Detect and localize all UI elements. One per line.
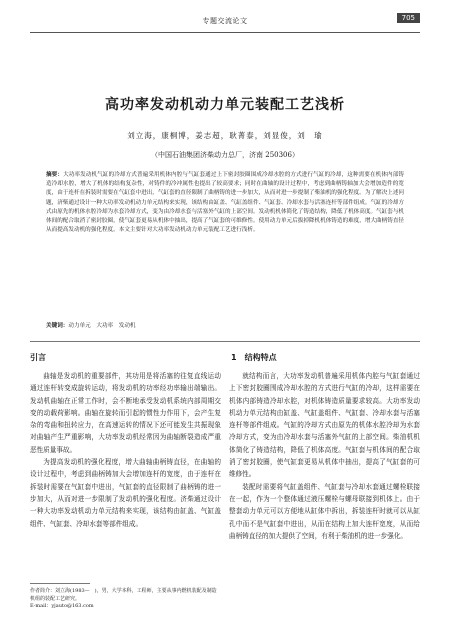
footnote-rule xyxy=(30,583,90,584)
intro-heading: 引言 xyxy=(30,353,46,362)
keywords xyxy=(46,321,404,329)
affiliation: （中国石油集团济柴动力总厂，济南 250306） xyxy=(151,151,299,159)
column-name: 专题交流论文 xyxy=(202,17,248,25)
abstract-text: 大功率发动机气缸的冷却方式普遍采用机体内腔与气缸套通过上下密封胶圈围成冷却水腔的方式进行气缸的冷却，这种需要在机体内部铸造冷却水腔，增大了机体的结构复杂性，对铸件的冷冲属性也提出了较高要求；同时在曲轴的设计过程中，考虑到曲柄铸轴加大会增加造件的宽度，由于连杆在拆装时需要在气缸套中进出，气缸套的直径限制了曲柄铸的进一步加大，从而对进一步提制了柴油机的强化程度。为了解决上述问题，济柴通过设计一种大功率发动机动力单元结构来实现，该结构由缸盖、气缸盖组件、气缸套、冷却水套与活塞连杆等部件组成。气缸的冷却方式由原先的机体水腔冷却为水套冷却方式，变为由冷却水套与活塞外气缸的上部空间。发动机机体简化了铸造结构，降低了机体高度。气缸套与机体间的配合取消了密封胶圈，使气缸套更易从机体中抽出，提高了气缸套的可维修性。使用动力单元后拔掉降机机体铸造的难度，增大曲柄铸直径从而提高发动机的强化程度。本文主要针对大功率发动机动力单元装配工艺进行浅析。 xyxy=(46,172,405,234)
structure-paragraph: 装配时需要将气缸盖组件、气缸套与冷却水套通过螺栓联接在一起，作为一个整体通过液压螺栓与螺母联接到机体上。由于整套动力单元可以方便地从缸体中拆出，拆装连杆时就可以从缸孔中而不是气缸套中进出，从而在结构上加大连杆宽度，从而给曲柄铸直径的加大提供了空间，有利于柴油机的进一步强化。 xyxy=(229,482,420,540)
author-footnote xyxy=(30,588,221,611)
intro-paragraph: 为提高发动机的强化程度，增大曲轴曲柄铸直径，在曲轴的设计过程中，考虑到曲柄铸加大会增加连杆的宽度，由于连杆在拆装时需要在气缸套中进出，气缸套的直径限制了曲柄铸的进一步加大，从而对进一步限制了发动机的强化程度。济柴通过设计一种大功率发动机动力单元结构来实现，该结构由缸盖、气缸盖组件、气缸套、冷却水套等部件组成。 xyxy=(30,458,221,528)
footnote-email: E-mail：yjauto@163.com xyxy=(30,603,94,609)
running-header xyxy=(30,10,420,33)
keywords-text: 动力单元 大功率 发动机 xyxy=(68,323,136,329)
section-divider xyxy=(30,341,420,342)
paper-title: 高功率发动机动力单元装配工艺浅析 xyxy=(105,97,345,113)
abstract xyxy=(46,171,404,235)
right-column-body xyxy=(229,370,420,542)
structure-paragraph: 就结构而言，大功率发动机普遍采用机体内腔与气缸套通过上下密封胶圈围成冷却水腔的方式进行气缸的冷却，这样需要在机体内部铸造冷却水腔，对机体铸造质量要求较高。大功率发动机动力单元结构由缸盖、气缸盖组件、气缸套、冷却水套与活塞连杆等部件组成。气缸的冷却方式由原先的机体水腔冷却为水套冷却方式，变为由冷却水套与活塞外气缸的上部空间。柴油机机体简化了铸造结构，降低了机体高度。气缸套与机体间的配合取消了密封胶圈，使气缸套更易从机体中抽出，提高了气缸套的可维修性。 xyxy=(229,372,420,479)
footnote-line: 作者简介：刘立海(1983— )，男，大学本科，工程师，主要从事内燃机装配及制造机组的装配工艺研究。 xyxy=(30,588,217,602)
author-list: 刘立海，康桐博，姜志超，耿菁泰，刘显俊，刘 瑜 xyxy=(127,131,323,140)
left-column-body xyxy=(30,370,221,530)
structure-heading: 1 结构特点 xyxy=(231,353,277,362)
abstract-label: 摘要： xyxy=(46,172,64,178)
page-number: 705 xyxy=(397,13,420,23)
intro-paragraph: 曲轴是发动机的重要部件，其功用是将活塞的往复直线运动通过连杆转变成旋转运动，将发动机的功率经功率输出端输出。发动机曲轴在正常工作时，会不断地承受发动机系统内部周期交变的动载荷影响。曲轴在旋转而引起的惯性力作用下，会产生复杂的弯曲和扭转应力，在高速运转的情况下还可能发生共振现象对曲轴产生严重影响，大功率发动机经常因为曲轴断裂造成严重恶性质量事故。 xyxy=(30,372,221,454)
keywords-label: 关键词： xyxy=(46,323,69,329)
